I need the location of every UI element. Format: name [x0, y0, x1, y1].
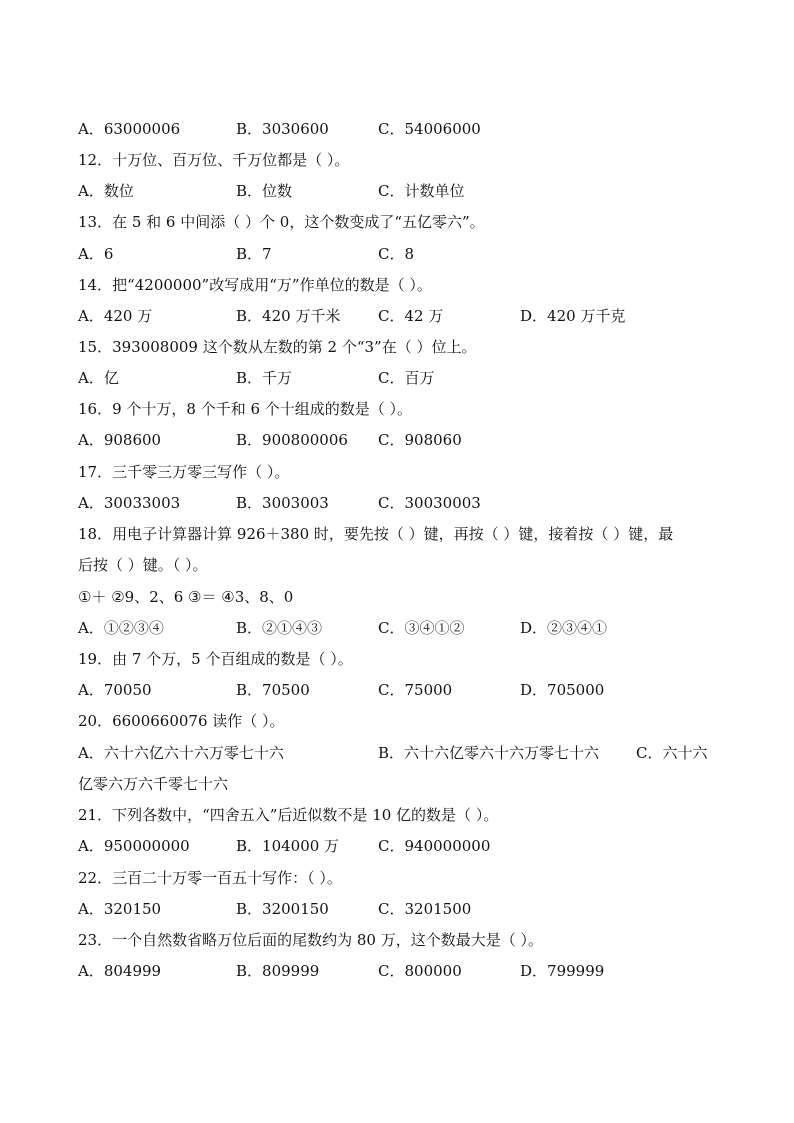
answer-option: D．420 万千克 [520, 307, 626, 325]
answer-option: A．908600 [78, 431, 162, 449]
answer-option: A．亿 [78, 369, 119, 387]
answer-option: A．数位 [78, 182, 134, 200]
answer-option: C．800000 [378, 962, 462, 980]
answer-option: C．54006000 [378, 120, 481, 138]
answer-option: B．千万 [236, 369, 293, 387]
answer-option: B．70500 [236, 681, 310, 699]
answer-option: A．30033003 [78, 494, 181, 512]
answer-option: A．6 [78, 245, 114, 263]
answer-option: C．3201500 [378, 900, 472, 918]
answer-option: D．②③④① [520, 619, 608, 637]
answer-option: A．70050 [78, 681, 152, 699]
answer-option: B．7 [236, 245, 272, 263]
answer-option: B．900800006 [236, 431, 348, 449]
answer-option: A．420 万 [78, 307, 153, 325]
answer-option: B．420 万千米 [236, 307, 341, 325]
answer-option: B．位数 [236, 182, 293, 200]
question-text: 20．6600660076 读作（ ）。 [78, 712, 285, 730]
question-text: 23．一个自然数省略万位后面的尾数约为 80 万，这个数最大是（ ）。 [78, 931, 543, 949]
question-text: 12．十万位、百万位、千万位都是（ ）。 [78, 151, 350, 169]
answer-option: C．42 万 [378, 307, 444, 325]
question-text: 14．把“4200000”改写成用“万”作单位的数是（ ）。 [78, 276, 432, 294]
answer-option: A．63000006 [78, 120, 181, 138]
answer-option: B．3030600 [236, 120, 329, 138]
answer-option: C．30030003 [378, 494, 481, 512]
question-text: 18．用电子计算器计算 926＋380 时，要先按（ ）键，再按（ ）键，接着按（ ）键，最 [78, 525, 674, 543]
question-text: 17．三千零三万零三写作（ ）。 [78, 463, 290, 481]
question-text: 15．393008009 这个数从左数的第 2 个“3”在（ ）位上。 [78, 338, 477, 356]
question-text: 16．9 个十万，8 个千和 6 个十组成的数是（ ）。 [78, 400, 413, 418]
question-text: 22．三百二十万零一百五十写作：（ ）。 [78, 869, 342, 887]
question-text: 21．下列各数中，“四舍五入”后近似数不是 10 亿的数是（ ）。 [78, 806, 499, 824]
question-text: ①＋ ②9、2、6 ③＝ ④3、8、0 [78, 588, 294, 606]
answer-option: C．计数单位 [378, 182, 465, 200]
answer-option: A．①②③④ [78, 619, 164, 637]
answer-option: C．940000000 [378, 837, 491, 855]
question-text: 后按（ ）键。（ ）。 [78, 556, 208, 574]
answer-option: A．六十六亿六十六万零七十六 [78, 744, 284, 762]
question-text: 13．在 5 和 6 中间添（ ）个 0，这个数变成了“五亿零六”。 [78, 213, 485, 231]
question-text: 亿零六万六千零七十六 [78, 775, 229, 793]
question-text: 19．由 7 个万，5 个百组成的数是（ ）。 [78, 650, 353, 668]
answer-option: C．百万 [378, 369, 435, 387]
answer-option: C．六十六 [636, 744, 708, 762]
answer-option: B．104000 万 [236, 837, 340, 855]
answer-option: B．3200150 [236, 900, 329, 918]
answer-option: A．804999 [78, 962, 162, 980]
answer-option: C．8 [378, 245, 415, 263]
answer-option: C．③④①② [378, 619, 465, 637]
answer-option: C．908060 [378, 431, 462, 449]
answer-option: A．320150 [78, 900, 162, 918]
answer-option: A．950000000 [78, 837, 190, 855]
answer-option: D．705000 [520, 681, 605, 699]
answer-option: B．809999 [236, 962, 320, 980]
answer-option: D．799999 [520, 962, 605, 980]
answer-option: B．②①④③ [236, 619, 323, 637]
answer-option: B．六十六亿零六十六万零七十六 [378, 744, 600, 762]
answer-option: B．3003003 [236, 494, 329, 512]
answer-option: C．75000 [378, 681, 453, 699]
